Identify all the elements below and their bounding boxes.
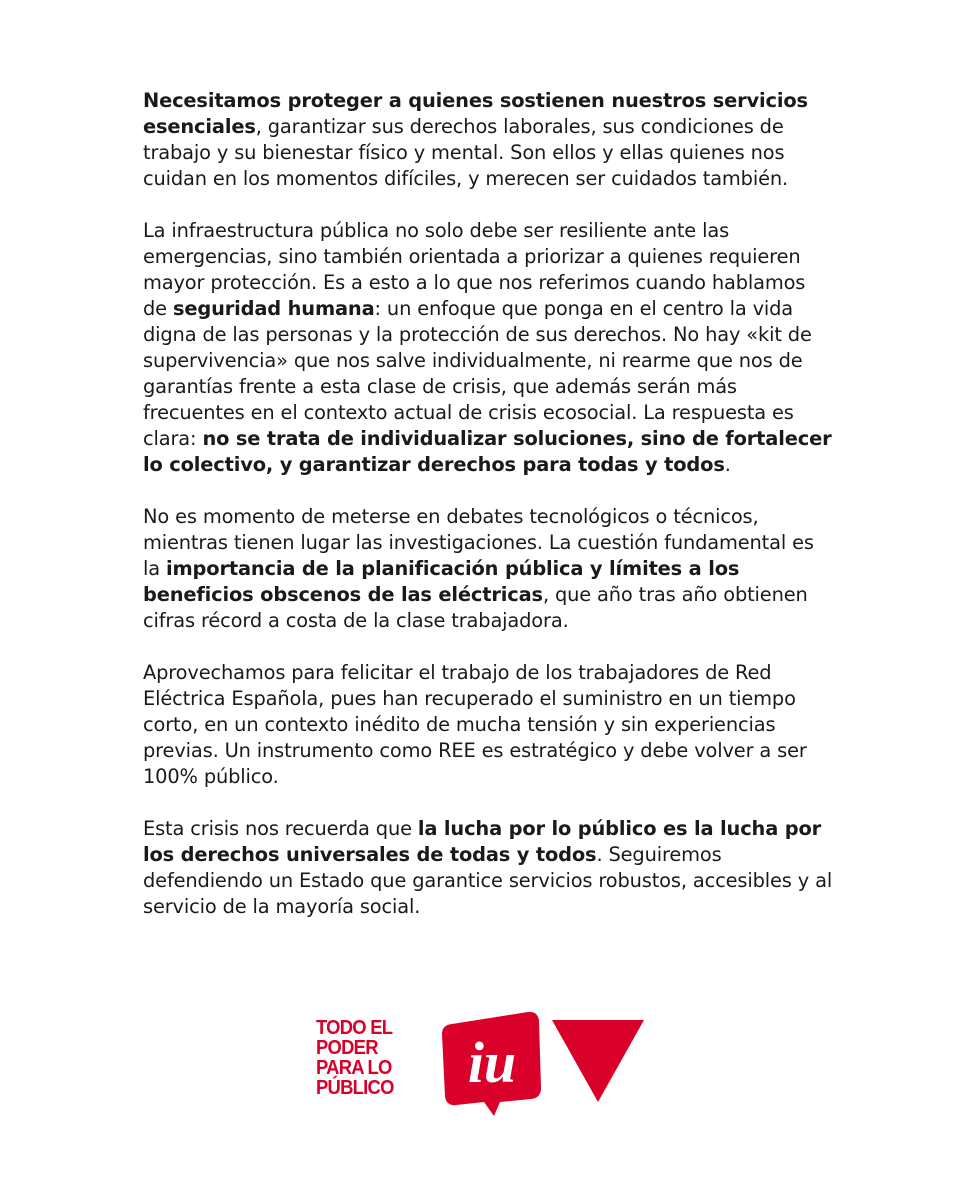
- text-run: .: [724, 453, 731, 476]
- emphasis: seguridad humana: [172, 297, 375, 320]
- triangle-logo-icon: [552, 1020, 644, 1102]
- slogan-line: PARA LO: [316, 1057, 392, 1079]
- footer-logos: [316, 1008, 656, 1118]
- text-run: No es momento de meterse en debates tecnológicos o técnicos, mientras tienen lugar las investigaciones. La cuestión fundamental es la: [143, 505, 814, 580]
- iu-logo-text: iu: [467, 1030, 517, 1095]
- text-run: La infraestructura pública no solo debe ser resiliente ante las emergencias, sino también orientada a priorizar a quienes requieren mayor protección. Es a esto a lo que nos referimos cuando hablamos de: [143, 219, 806, 320]
- emphasis: no se trata de individualizar soluciones, sino de fortalecer lo colectivo, y garantizar derechos para todas y todos: [143, 427, 832, 476]
- slogan-line: PODER: [316, 1037, 378, 1059]
- text-run: : un enfoque que ponga en el centro la vida digna de las personas y la protección de sus derechos. No hay «kit de supervivencia» que nos salve individualmente, ni rearme que nos de garantías frente a esta clase de crisis, que además serán más frecuentes en el contexto actual de crisis ecosocial. La respuesta es clara:: [143, 297, 812, 450]
- emphasis: la lucha por lo público es la lucha por los derechos universales de todas y todos: [143, 817, 822, 866]
- paragraph-3: [143, 504, 833, 634]
- text-run: . Seguiremos defendiendo un Estado que garantice servicios robustos, accesibles y al servicio de la mayoría social.: [143, 843, 833, 918]
- paragraph-4: [143, 660, 833, 790]
- paragraph-2: [143, 218, 833, 478]
- slogan-line: TODO EL: [316, 1017, 393, 1039]
- text-run: , que año tras año obtienen cifras récord a costa de la clase trabajadora.: [143, 583, 808, 632]
- slogan-line: PÚBLICO: [316, 1077, 394, 1099]
- slogan: [316, 1018, 417, 1098]
- emphasis: importancia de la planificación pública y límites a los beneficios obscenos de las eléctricas: [143, 557, 740, 606]
- text-run: , garantizar sus derechos laborales, sus condiciones de trabajo y su bienestar físico y mental. Son ellos y ellas quienes nos cuidan en los momentos difíciles, y merecen ser cuidados también.: [143, 115, 788, 190]
- iu-logo-icon: [442, 1010, 542, 1116]
- text-run: Esta crisis nos recuerda que: [143, 817, 418, 840]
- emphasis: Necesitamos proteger a quienes sostienen nuestros servicios esenciales: [143, 89, 808, 138]
- text-run: Aprovechamos para felicitar el trabajo de los trabajadores de Red Eléctrica Española, pues han recuperado el suministro en un tiempo corto, en un contexto inédito de mucha tensión y sin experiencias previas. Un instrumento como REE es estratégico y debe volver a ser 100% público.: [143, 661, 807, 788]
- statement-body: [143, 88, 833, 946]
- paragraph-1: [143, 88, 833, 192]
- paragraph-5: [143, 816, 833, 920]
